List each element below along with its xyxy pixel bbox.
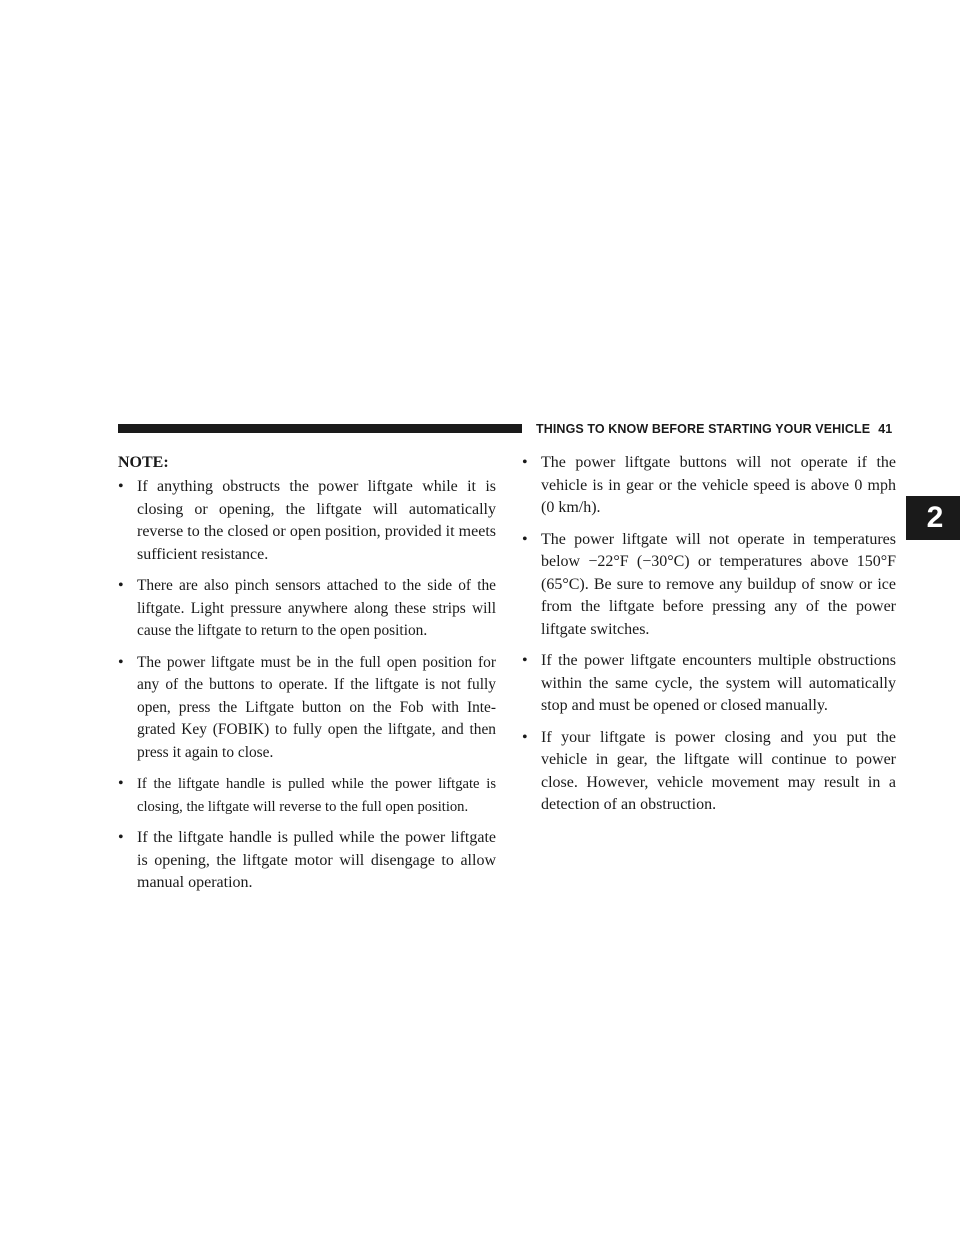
bullet-icon: • bbox=[118, 653, 124, 671]
bullet-icon: • bbox=[522, 728, 528, 746]
bullet-icon: • bbox=[522, 530, 528, 548]
list-item-text: The power liftgate will not operate in temperatures below −22°F (−30°C) or temperatures above 150°F (65°C). Be sure to remove any buildup of snow or ice from the liftgate before pressing any of the power liftgate switches. bbox=[541, 530, 896, 638]
page-number: 41 bbox=[878, 422, 893, 436]
header-rule bbox=[118, 424, 522, 433]
note-label: NOTE: bbox=[118, 454, 169, 471]
list-item-text: If the power liftgate encounters multiple obstructions within the same cycle, the system will automatically stop and must be opened or closed manually. bbox=[541, 652, 896, 714]
list-item bbox=[118, 827, 496, 895]
list-item-text: The power liftgate buttons will not operate if the vehicle is in gear or the vehicle speed is above 0 mph (0 km/h). bbox=[541, 454, 896, 516]
right-column bbox=[522, 452, 896, 826]
left-column bbox=[118, 452, 496, 904]
list-item bbox=[118, 476, 496, 566]
list-item bbox=[522, 727, 896, 817]
bullet-icon: • bbox=[118, 577, 124, 594]
list-item-text: If the liftgate handle is pulled while the power liftgate is closing, the liftgate will reverse to the full open position. bbox=[137, 776, 496, 815]
list-item bbox=[522, 650, 896, 718]
bullet-icon: • bbox=[118, 478, 124, 495]
list-item bbox=[118, 773, 496, 818]
left-bullet-list bbox=[118, 476, 496, 895]
bullet-icon: • bbox=[118, 775, 124, 792]
list-item-text: The power liftgate must be in the full open position for any of the buttons to operate. If the liftgate is not fully open, press the Liftgate button on the Fob with Inte-grated Key (FOBIK) to fully open the liftgate, and then press it again to close. bbox=[137, 653, 496, 761]
list-item bbox=[522, 452, 896, 520]
right-bullet-list bbox=[522, 452, 896, 817]
section-title: THINGS TO KNOW BEFORE STARTING YOUR VEHICLE bbox=[536, 422, 871, 436]
chapter-tab: 2 bbox=[906, 496, 960, 540]
bullet-icon: • bbox=[522, 454, 528, 471]
list-item-text: If your liftgate is power closing and you put the vehicle in gear, the liftgate will continue to power close. However, vehicle movement may result in a detection of an obstruction. bbox=[541, 728, 896, 813]
list-item bbox=[118, 575, 496, 643]
list-item-text: If the liftgate handle is pulled while the power liftgate is opening, the liftgate motor will disengage to allow manual operation. bbox=[137, 829, 496, 891]
running-header bbox=[536, 421, 892, 437]
list-item-text: If anything obstructs the power liftgate while it is closing or opening, the liftgate will automatically reverse to the closed or open position, provided it meets sufficient resistance. bbox=[137, 478, 496, 563]
list-item bbox=[118, 652, 496, 765]
bullet-icon: • bbox=[522, 652, 528, 669]
list-item-text: There are also pinch sensors attached to the side of the liftgate. Light pressure anywhere along these strips will cause the liftgate to return to the open position. bbox=[137, 577, 496, 639]
bullet-icon: • bbox=[118, 829, 124, 846]
list-item bbox=[522, 529, 896, 642]
